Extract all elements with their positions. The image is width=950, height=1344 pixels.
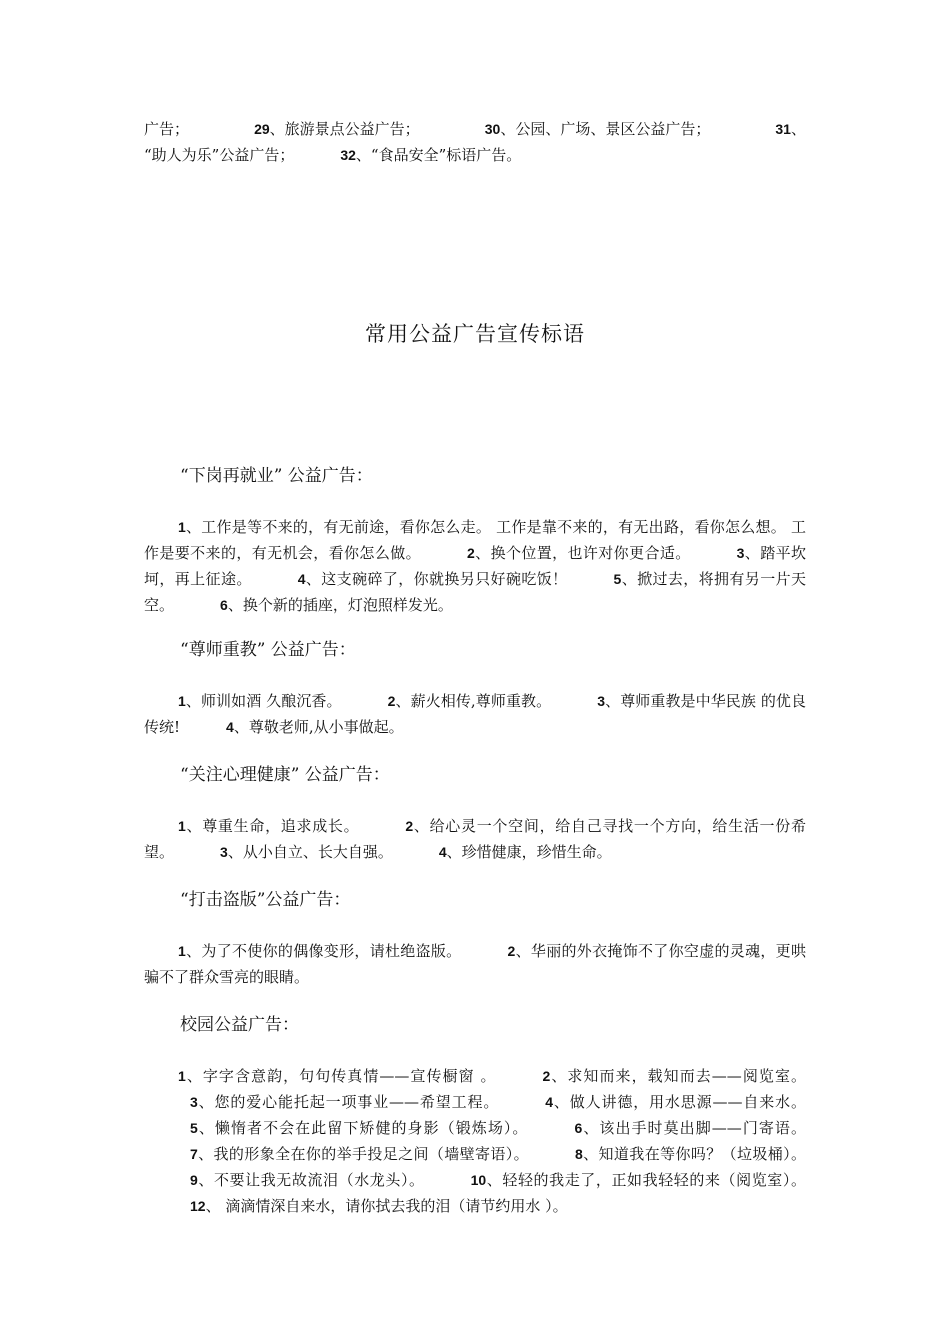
section-heading: “打击盗版”公益广告： (180, 890, 351, 910)
intro-segment (775, 116, 806, 142)
section-heading: 校园公益广告： (180, 1015, 299, 1035)
item-text: 、师训如酒 久酿沉香。 (185, 692, 342, 710)
page-title: 常用公益广告宣传标语 (365, 322, 585, 346)
item-number: 1 (178, 943, 186, 959)
item-number: 1 (178, 519, 186, 535)
item-text: “助人为乐”公益广告； (144, 146, 295, 164)
item-text: 、“食品安全”标语广告。 (355, 146, 522, 164)
item-text: 、字字含意韵，句句传真情——宣传橱窗 。 (185, 1067, 497, 1085)
item-text: 、求知而来，载知而去——阅览室。 (550, 1067, 806, 1085)
section-heading: “关注心理健康” 公益广告： (180, 765, 390, 785)
item-text: 、知道我在等你吗？（垃圾桶）。 (582, 1145, 806, 1163)
section-paragraph (144, 938, 806, 990)
item-text: 、做人讲德，用水思源——自来水。 (553, 1093, 806, 1111)
section-paragraph (144, 1063, 806, 1219)
item-number: 32 (340, 147, 356, 163)
item-text: 、换个位置，也许对你更合适。 (474, 544, 691, 562)
item-number: 4 (438, 844, 447, 860)
item-text: 、尊重生命，追求成长。 (185, 817, 360, 835)
item-number: 3 (736, 545, 745, 561)
item-text: 、华丽的外衣掩饰不了你空虚的灵魂，更哄骗不了群众雪亮的眼睛。 (144, 942, 806, 986)
item-number: 2 (467, 545, 475, 561)
item-text: 、您的爱心能托起一项事业——希望工程。 (197, 1093, 500, 1111)
item-number: 5 (190, 1120, 198, 1136)
item-text: 、该出手时莫出脚——门寄语。 (582, 1119, 806, 1137)
item-number: 30 (484, 121, 501, 137)
item-text: 、掀过去，将拥有另一片天空。 (144, 570, 806, 614)
item-number: 4 (545, 1094, 554, 1110)
item-number: 4 (226, 719, 234, 735)
item-number: 1 (178, 1068, 186, 1084)
item-text: 、给心灵一个空间，给自己寻找一个方向，给生活一份希望。 (144, 817, 806, 861)
item-text: 、换个新的插座，灯泡照样发光。 (227, 596, 453, 614)
item-number: 4 (297, 571, 306, 587)
item-number: 1 (178, 818, 186, 834)
item-text: 、为了不使你的偶像变形，请杜绝盗版。 (185, 942, 462, 960)
item-number: 10 (470, 1172, 487, 1188)
item-text: 、尊敬老师,从小事做起。 (233, 718, 404, 736)
item-number: 2 (405, 818, 414, 834)
item-text: 、公园、广场、景区公益广告； (500, 120, 711, 138)
section-paragraph (144, 813, 806, 865)
item-text: 、旅游景点公益广告； (269, 120, 420, 138)
item-number: 9 (190, 1172, 198, 1188)
item-number: 2 (542, 1068, 551, 1084)
item-number: 2 (507, 943, 516, 959)
intro-line-1 (144, 116, 806, 142)
item-number: 2 (387, 693, 396, 709)
item-number: 8 (575, 1146, 583, 1162)
item-text: 、轻轻的我走了，正如我轻轻的来（阅览室）。 (486, 1171, 806, 1189)
intro-line-2 (144, 142, 806, 168)
item-number: 3 (597, 693, 606, 709)
item-number: 3 (220, 844, 228, 860)
item-text: 、从小自立、长大自强。 (227, 843, 393, 861)
item-text: 、 (790, 120, 806, 138)
item-number: 31 (775, 121, 791, 137)
item-number: 6 (220, 597, 228, 613)
item-number: 12 (190, 1198, 206, 1214)
item-text: 、不要让我无故流泪（水龙头）。 (197, 1171, 425, 1189)
section-heading: “下岗再就业” 公益广告： (180, 466, 373, 486)
section-paragraph (144, 514, 806, 618)
intro-segment (485, 116, 711, 142)
item-number: 6 (574, 1120, 583, 1136)
section-paragraph (144, 688, 806, 740)
intro-paragraph (144, 116, 806, 168)
item-number: 3 (190, 1094, 198, 1110)
section-heading: “尊师重教” 公益广告： (180, 640, 356, 660)
item-text: 、尊师重教是中华民族 的优良传统! (144, 692, 806, 736)
item-number: 5 (613, 571, 622, 587)
item-text: 、工作是等不来的，有无前途，看你怎么走。 工作是靠不来的，有无出路，看你怎么想。 工作是要不来的，有无机会，看你怎么做。 (144, 518, 806, 562)
item-text: 、这支碗碎了，你就换另只好碗吃饭！ (305, 570, 568, 588)
item-text: 、薪火相传,尊师重教。 (395, 692, 552, 710)
item-text: 、 滴滴情深自来水，请你拭去我的泪（请节约用水 ）。 (205, 1197, 568, 1215)
item-text: 、我的形象全在你的举手投足之间（墙壁寄语）。 (197, 1145, 529, 1163)
item-text: 、踏平坎坷，再上征途。 (144, 544, 806, 588)
item-number: 1 (178, 693, 186, 709)
intro-segment (254, 116, 420, 142)
item-number: 7 (190, 1146, 198, 1162)
item-number: 29 (254, 121, 270, 137)
item-text: 、珍惜健康，珍惜生命。 (446, 843, 612, 861)
item-text: 、懒惰者不会在此留下矫健的身影（锻炼场）。 (197, 1119, 529, 1137)
intro-segment: 广告； (144, 120, 190, 138)
